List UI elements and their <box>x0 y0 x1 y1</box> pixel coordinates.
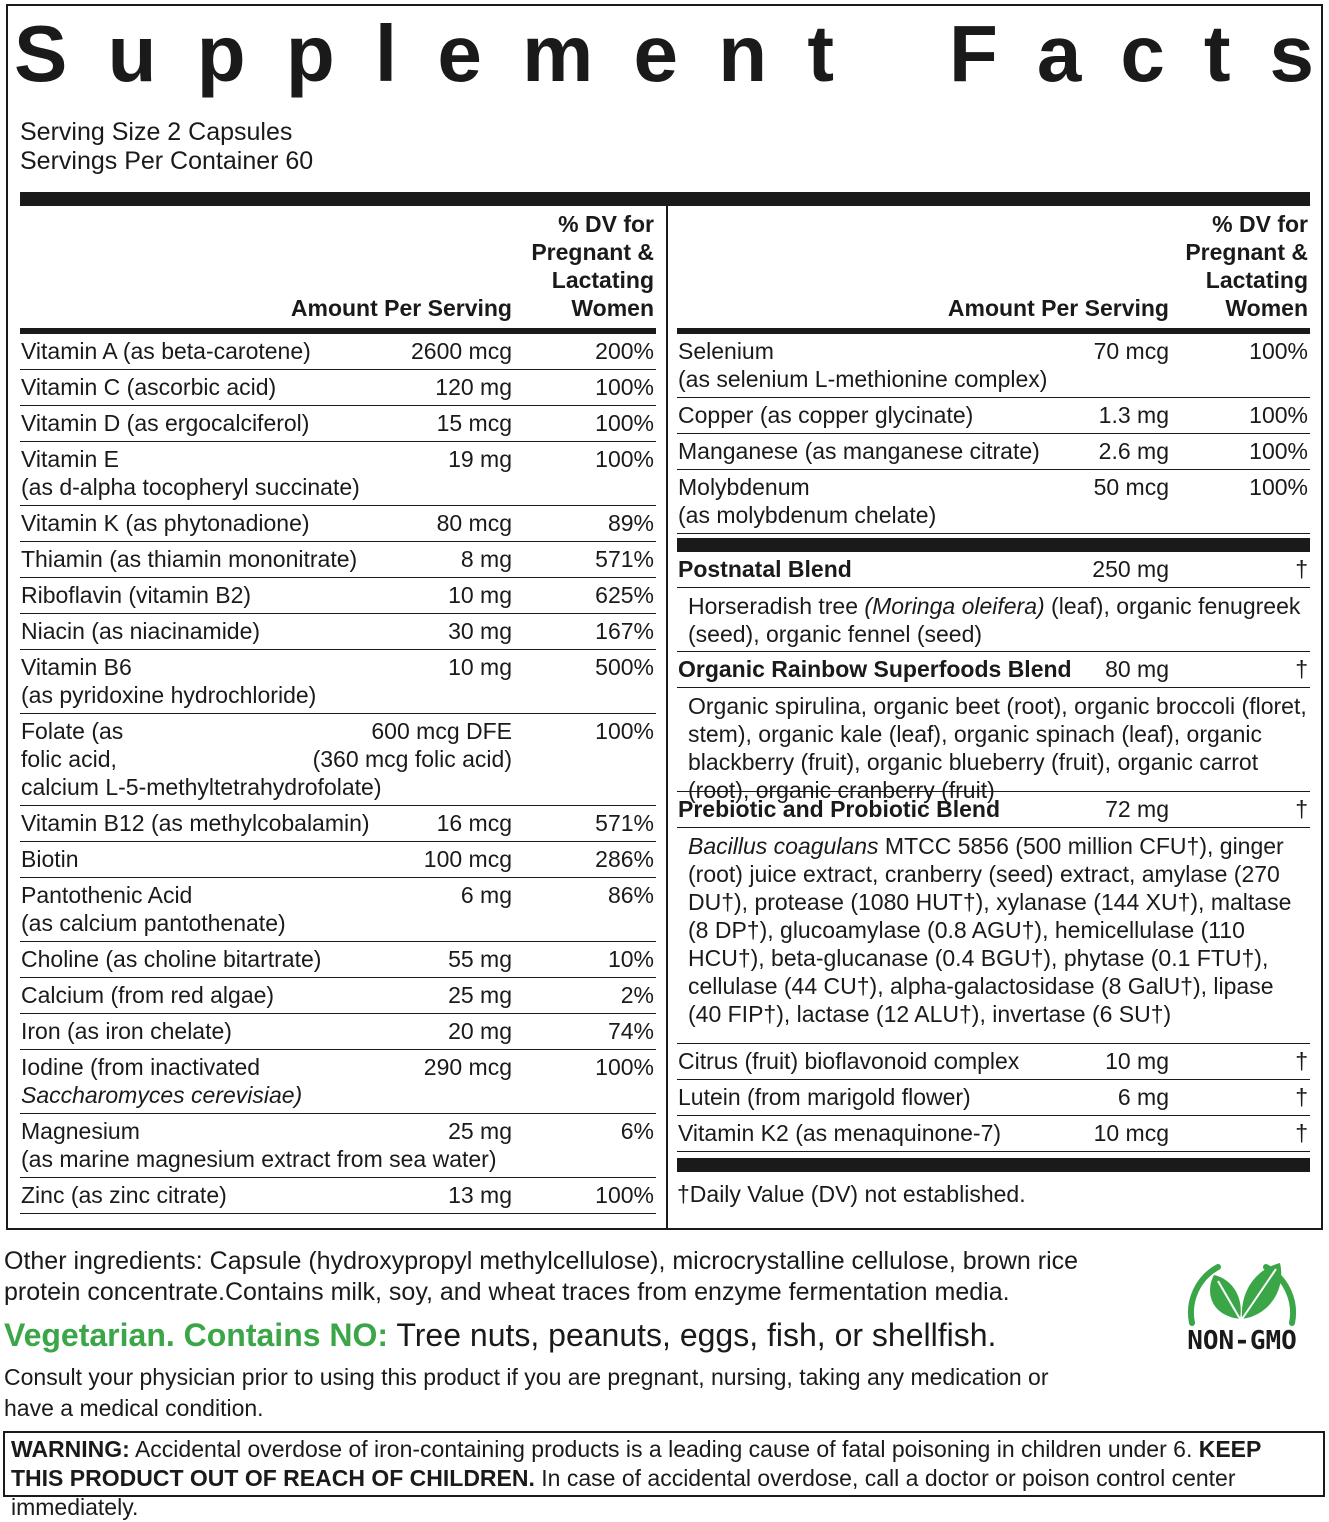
blend-amount: 72 mg <box>1105 796 1169 822</box>
nutrient-dv: 571% <box>595 546 654 572</box>
title-letter: t <box>1203 9 1231 98</box>
nutrient-name-text: Vitamin K2 (as menaquinone-7) <box>678 1120 1002 1146</box>
nutrient-amount: 25 mg <box>448 982 512 1008</box>
nutrient-dv: † <box>1295 1084 1308 1110</box>
blend-ingredients-text: Horseradish tree <box>688 593 865 619</box>
left-column-header <box>20 206 656 334</box>
nutrient-name-text: Manganese (as manganese citrate) <box>678 438 1040 464</box>
blend-ingredients <box>677 588 1310 652</box>
nutrient-row <box>20 806 656 842</box>
warning-tail: In case of accidental overdose, call a doctor or poison control center immediately. <box>11 1465 1236 1520</box>
nutrient-amount: 10 mcg <box>1093 1120 1169 1146</box>
nutrient-dv: 100% <box>1249 438 1308 464</box>
amount-header: Amount Per Serving <box>290 295 512 321</box>
nutrient-name-text: Thiamin (as thiamin mononitrate) <box>21 546 358 572</box>
title-letter: n <box>718 9 768 98</box>
title-letter: p <box>285 9 335 98</box>
nutrient-row <box>677 470 1310 534</box>
servings-per-container: Servings Per Container 60 <box>20 147 314 175</box>
nutrient-row <box>20 1178 656 1214</box>
nutrient-amount: 16 mcg <box>436 810 512 836</box>
nutrient-name <box>678 1047 1019 1075</box>
nutrient-name-text: Vitamin B6 (as pyridoxine hydrochloride) <box>21 654 317 708</box>
nutrient-name-text: Choline (as choline bitartrate) <box>21 946 322 972</box>
nutrient-dv: 100% <box>1249 474 1308 500</box>
title-letter: s <box>1269 9 1314 98</box>
nutrient-amount: 10 mg <box>448 654 512 680</box>
nutrient-name-text: Biotin <box>21 846 79 872</box>
nutrient-row <box>20 978 656 1014</box>
nutrient-name <box>678 437 1040 465</box>
nutrient-dv: 86% <box>607 882 654 908</box>
nutrient-name <box>21 1017 232 1045</box>
nutrient-dv: 100% <box>595 1054 654 1080</box>
nutrient-dv: 200% <box>595 338 654 364</box>
nutrient-name <box>678 473 936 529</box>
nutrient-row <box>20 370 656 406</box>
title-letter: m <box>522 9 594 98</box>
blend-ingredients <box>677 688 1310 803</box>
nutrient-row <box>20 1014 656 1050</box>
nutrient-dv: 100% <box>1249 338 1308 364</box>
nutrient-name <box>21 337 311 365</box>
nutrient-dv: 100% <box>595 374 654 400</box>
title-word-facts <box>949 6 1314 102</box>
top-rule <box>20 192 1310 206</box>
nutrient-row <box>677 1044 1310 1080</box>
blend-row <box>677 792 1310 828</box>
nutrient-row <box>20 614 656 650</box>
nutrient-amount: 19 mg <box>448 446 512 472</box>
nutrient-row <box>20 542 656 578</box>
nutrient-row <box>677 398 1310 434</box>
nutrient-name <box>21 445 360 501</box>
blend-row <box>677 552 1310 588</box>
nutrient-name <box>21 409 309 437</box>
title-letter: c <box>1120 9 1165 98</box>
dv-header: % DV for Pregnant & Lactating Women <box>531 211 654 321</box>
title-letter: a <box>1036 9 1082 98</box>
nutrient-row <box>20 406 656 442</box>
warning-text: Accidental overdose of iron-containing products is a leading cause of fatal poisoning in children under 6. <box>129 1436 1199 1462</box>
other-ingredients: Other ingredients: Capsule (hydroxypropyl methylcellulose), microcrystalline cellulose, brown rice protein concentrate.Contains milk, soy, and wheat traces from enzyme fermentation media. <box>4 1247 1079 1306</box>
title-letter: F <box>949 9 998 98</box>
nutrient-row <box>20 842 656 878</box>
nutrient-dv: 100% <box>595 718 654 744</box>
nutrient-amount: 10 mg <box>1105 1048 1169 1074</box>
nutrient-name-text: Molybdenum (as molybdenum chelate) <box>678 474 937 528</box>
keep-out-of-reach: KEEP THIS PRODUCT OUT OF REACH OF CHILDREN. <box>11 1436 1261 1491</box>
nutrient-row <box>20 1114 656 1178</box>
nutrient-name <box>21 945 321 973</box>
nutrient-amount: 20 mg <box>448 1018 512 1044</box>
serving-size: Serving Size 2 Capsules <box>20 118 293 146</box>
nutrient-name <box>678 401 973 429</box>
nutrient-row <box>20 1050 656 1114</box>
blend-ingredients-text: Organic spirulina, organic beet (root), organic broccoli (floret, stem), organic kale (leaf), organic spinach (leaf), organic blackberry (fruit), organic blueberry (fruit), organic carrot (root), organic cranberry (fruit) <box>688 693 1307 803</box>
nutrient-name <box>21 809 370 837</box>
nutrient-amount: 120 mg <box>435 374 512 400</box>
panel-title <box>14 6 1314 102</box>
nutrient-name <box>21 509 310 537</box>
nutrient-amount: 80 mcg <box>436 510 512 536</box>
nutrient-name <box>21 1181 227 1209</box>
nutrient-amount: 100 mcg <box>423 846 512 872</box>
nutrient-name-text: Vitamin K (as phytonadione) <box>21 510 310 536</box>
consult-statement: Consult your physician prior to using this product if you are pregnant, nursing, taking any medication or have a medical condition. <box>4 1364 1049 1421</box>
nutrient-name-text: Citrus (fruit) bioflavonoid complex <box>678 1048 1020 1074</box>
nutrient-row <box>20 878 656 942</box>
nutrient-name-text: Pantothenic Acid (as calcium pantothenate) <box>21 882 286 936</box>
nutrient-row <box>20 942 656 978</box>
nutrient-row <box>677 434 1310 470</box>
title-letter: e <box>633 9 678 98</box>
nutrient-row <box>677 334 1310 398</box>
nutrient-name <box>21 1117 497 1173</box>
nutrient-amount: 13 mg <box>448 1182 512 1208</box>
nutrient-amount: 6 mg <box>460 882 512 908</box>
nutrient-dv: † <box>1295 1048 1308 1074</box>
nutrient-dv: 500% <box>595 654 654 680</box>
nutrient-amount: 70 mcg <box>1093 338 1169 364</box>
nutrient-dv: 10% <box>607 946 654 972</box>
nutrient-amount: 10 mg <box>448 582 512 608</box>
allergen-list: Tree nuts, peanuts, eggs, fish, or shellfish. <box>388 1317 997 1353</box>
nutrient-dv: 100% <box>1249 402 1308 428</box>
blend-ingredients <box>677 828 1310 1044</box>
right-column-header <box>677 206 1310 334</box>
nutrient-row <box>20 334 656 370</box>
title-word-supplement <box>14 6 834 102</box>
nutrient-row <box>677 1080 1310 1116</box>
blend-dv: † <box>1295 556 1308 582</box>
nutrient-amount: 6 mg <box>1117 1084 1169 1110</box>
blend-ingredients-text: MTCC 5856 (500 million CFU†), ginger (root) juice extract, cranberry (seed) extract, amylase (270 DU†), protease (1080 HUT†), xylanase (144 XU†), maltase (8 DP†), glucoamylase (0.8 AGU†), hemicellulase (110 HCU†), beta-glucanase (0.4 BGU†), phytase (0.1 FTU†), cellulase (44 CU†), alpha-galactosidase (8 GalU†), lipase (40 FIP†), lactase (12 ALU†), invertase (6 SU†) <box>688 833 1292 1027</box>
nutrient-dv: 100% <box>595 446 654 472</box>
nutrient-amount: 50 mcg <box>1093 474 1169 500</box>
nutrient-name <box>21 653 316 709</box>
blend-dv: † <box>1295 656 1308 682</box>
nutrient-amount: 1.3 mg <box>1098 402 1169 428</box>
nutrient-name-text: Calcium (from red algae) <box>21 982 275 1008</box>
blend-row <box>677 652 1310 688</box>
left-column <box>20 206 656 1214</box>
nutrient-name-text: Zinc (as zinc citrate) <box>21 1182 227 1208</box>
nutrient-name <box>21 845 79 873</box>
nutrient-dv: 100% <box>595 1182 654 1208</box>
nutrient-amount: 55 mg <box>448 946 512 972</box>
nutrient-amount: 290 mcg <box>423 1054 512 1080</box>
blend-ingredients-text: (leaf), organic fenugreek (seed), organic fennel (seed) <box>688 593 1301 647</box>
nutrient-name <box>678 337 1047 393</box>
blend-dv: † <box>1295 796 1308 822</box>
nutrient-name-text: Niacin (as niacinamide) <box>21 618 261 644</box>
nutrient-name-text: Iodine (from inactivated <box>21 1054 261 1080</box>
amount-header: Amount Per Serving <box>947 295 1169 321</box>
nutrient-dv: 167% <box>595 618 654 644</box>
nutrient-name <box>678 1083 971 1111</box>
nutrient-name <box>21 981 274 1009</box>
nutrient-name-text: Selenium (as selenium L-methionine complex) <box>678 338 1048 392</box>
nutrient-dv: † <box>1295 1120 1308 1146</box>
nutrient-name-text: Copper (as copper glycinate) <box>678 402 974 428</box>
non-gmo-label: NON-GMO <box>1187 1326 1297 1356</box>
serving-info <box>20 118 313 176</box>
blend-ingredients-italic: Bacillus coagulans <box>688 833 879 859</box>
title-letter: t <box>807 9 834 98</box>
nutrient-dv: 2% <box>620 982 654 1008</box>
nutrient-amount: 2.6 mg <box>1098 438 1169 464</box>
nutrient-name-text: Vitamin C (ascorbic acid) <box>21 374 277 400</box>
nutrient-row <box>20 714 656 806</box>
nutrient-dv: 571% <box>595 810 654 836</box>
nutrient-name <box>21 1053 302 1109</box>
nutrient-amount: 15 mcg <box>436 410 512 436</box>
nutrient-amount: 2600 mcg <box>410 338 512 364</box>
nutrient-name-text: Magnesium (as marine magnesium extract from sea water) <box>21 1118 497 1172</box>
vegetarian-label: Vegetarian. Contains NO: <box>4 1317 389 1353</box>
blend-amount: 250 mg <box>1092 556 1169 582</box>
nutrient-row <box>677 1116 1310 1152</box>
dv-footnote: †Daily Value (DV) not established. <box>677 1181 1026 1207</box>
nutrient-name-text: Lutein (from marigold flower) <box>678 1084 971 1110</box>
nutrient-name-text: Folate (as folic acid, calcium L-5-methyltetrahydrofolate) <box>21 718 382 800</box>
nutrient-name-text: Iron (as iron chelate) <box>21 1018 232 1044</box>
nutrient-name <box>21 581 251 609</box>
nutrient-name <box>21 617 260 645</box>
nutrient-source-italic: Saccharomyces cerevisiae) <box>21 1082 303 1108</box>
nutrient-row <box>20 442 656 506</box>
title-letter: S <box>14 9 68 98</box>
title-letter: e <box>437 9 482 98</box>
nutrient-dv: 286% <box>595 846 654 872</box>
title-letter: p <box>196 9 246 98</box>
nutrient-amount: 25 mg <box>448 1118 512 1144</box>
nutrient-name-text: Vitamin E (as d-alpha tocopheryl succinate) <box>21 446 360 500</box>
nutrient-dv: 74% <box>607 1018 654 1044</box>
nutrient-amount: 600 mcg DFE (360 mcg folic acid) <box>312 718 512 772</box>
blend-amount: 80 mg <box>1105 656 1169 682</box>
blend-rule <box>677 538 1310 552</box>
nutrient-row <box>20 650 656 714</box>
nutrient-name-text: Vitamin D (as ergocalciferol) <box>21 410 310 436</box>
nutrient-dv: 6% <box>620 1118 654 1144</box>
warning-label: WARNING: <box>11 1436 130 1462</box>
nutrient-name-text: Vitamin B12 (as methylcobalamin) <box>21 810 370 836</box>
nutrient-row <box>20 578 656 614</box>
right-column <box>677 206 1310 1208</box>
blend-name: Organic Rainbow Superfoods Blend <box>678 656 1072 682</box>
allergen-statement <box>4 1315 996 1355</box>
blend-ingredients-italic: (Moringa oleifera) <box>864 593 1045 619</box>
nutrient-name <box>678 1119 1001 1147</box>
blend-name: Postnatal Blend <box>678 556 852 582</box>
nutrient-dv: 100% <box>595 410 654 436</box>
nutrient-amount: 30 mg <box>448 618 512 644</box>
title-letter: u <box>107 9 157 98</box>
nutrient-dv: 625% <box>595 582 654 608</box>
bottom-rule <box>677 1158 1310 1172</box>
nutrient-name <box>21 545 357 573</box>
dv-header: % DV for Pregnant & Lactating Women <box>1185 211 1308 321</box>
blend-name: Prebiotic and Probiotic Blend <box>678 796 1001 822</box>
nutrient-dv: 89% <box>607 510 654 536</box>
column-divider <box>666 206 668 1228</box>
nutrient-name <box>21 881 286 937</box>
title-letter: l <box>374 9 398 98</box>
nutrient-name-text: Riboflavin (vitamin B2) <box>21 582 252 608</box>
nutrient-row <box>20 506 656 542</box>
nutrient-name-text: Vitamin A (as beta-carotene) <box>21 338 311 364</box>
nutrient-amount: 8 mg <box>460 546 512 572</box>
nutrient-name <box>21 373 276 401</box>
warning-box <box>3 1431 1325 1520</box>
